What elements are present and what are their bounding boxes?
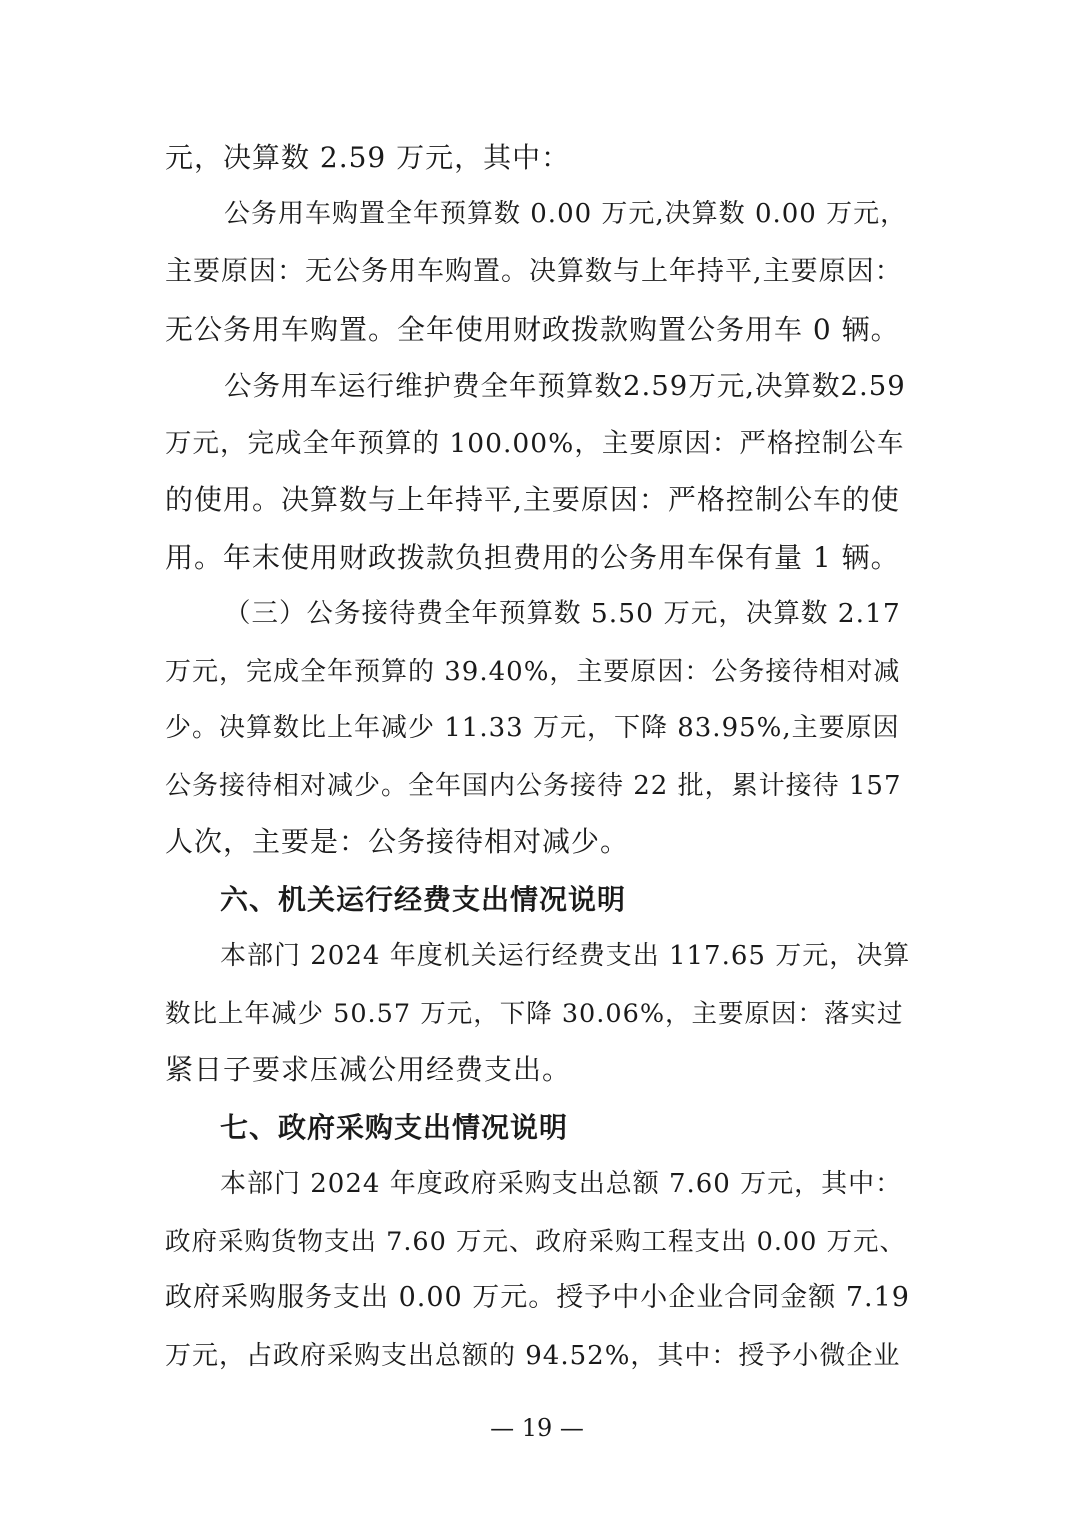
text-line: 元，决算数 2.59 万元，其中： <box>165 141 571 174</box>
text-line: 人次，主要是：公务接待相对减少。 <box>165 825 630 858</box>
text-line: 公务接待相对减少。全年国内公务接待 22 批，累计接待 157 <box>165 771 902 801</box>
text-line: 万元，完成全年预算的 100.00%，主要原因：严格控制公车 <box>165 428 905 459</box>
section-heading: 七、政府采购支出情况说明 <box>220 1111 569 1144</box>
text-line: 紧日子要求压减公用经费支出。 <box>165 1053 572 1086</box>
text-line: 万元，占政府采购支出总额的 94.52%，其中：授予小微企业 <box>165 1341 901 1371</box>
text-line: （三）公务接待费全年预算数 5.50 万元，决算数 2.17 <box>224 598 901 629</box>
text-line: 公务用车运行维护费全年预算数2.59万元,决算数2.59 <box>224 370 906 402</box>
text-line: 政府采购货物支出 7.60 万元、政府采购工程支出 0.00 万元、 <box>165 1227 906 1257</box>
text-line: 公务用车购置全年预算数 0.00 万元,决算数 0.00 万元， <box>224 199 908 229</box>
section-heading: 六、机关运行经费支出情况说明 <box>220 883 627 916</box>
text-line: 的使用。决算数与上年持平,主要原因：严格控制公车的使 <box>165 483 900 516</box>
text-line: 无公务用车购置。全年使用财政拨款购置公务用车 0 辆。 <box>165 313 900 346</box>
text-line: 用。年末使用财政拨款负担费用的公务用车保有量 1 辆。 <box>165 541 900 574</box>
text-line: 本部门 2024 年度政府采购支出总额 7.60 万元，其中： <box>220 1169 903 1199</box>
text-line: 少。决算数比上年减少 11.33 万元，下降 83.95%,主要原因 <box>165 713 900 743</box>
text-line: 数比上年减少 50.57 万元，下降 30.06%，主要原因：落实过 <box>165 999 904 1029</box>
text-line: 万元，完成全年预算的 39.40%，主要原因：公务接待相对减 <box>165 657 901 687</box>
text-line: 本部门 2024 年度机关运行经费支出 117.65 万元，决算 <box>220 941 911 971</box>
text-line: 主要原因：无公务用车购置。决算数与上年持平,主要原因： <box>165 256 903 287</box>
page-number: — 19 — <box>490 1414 584 1442</box>
text-line: 政府采购服务支出 0.00 万元。授予中小企业合同金额 7.19 <box>165 1282 910 1313</box>
